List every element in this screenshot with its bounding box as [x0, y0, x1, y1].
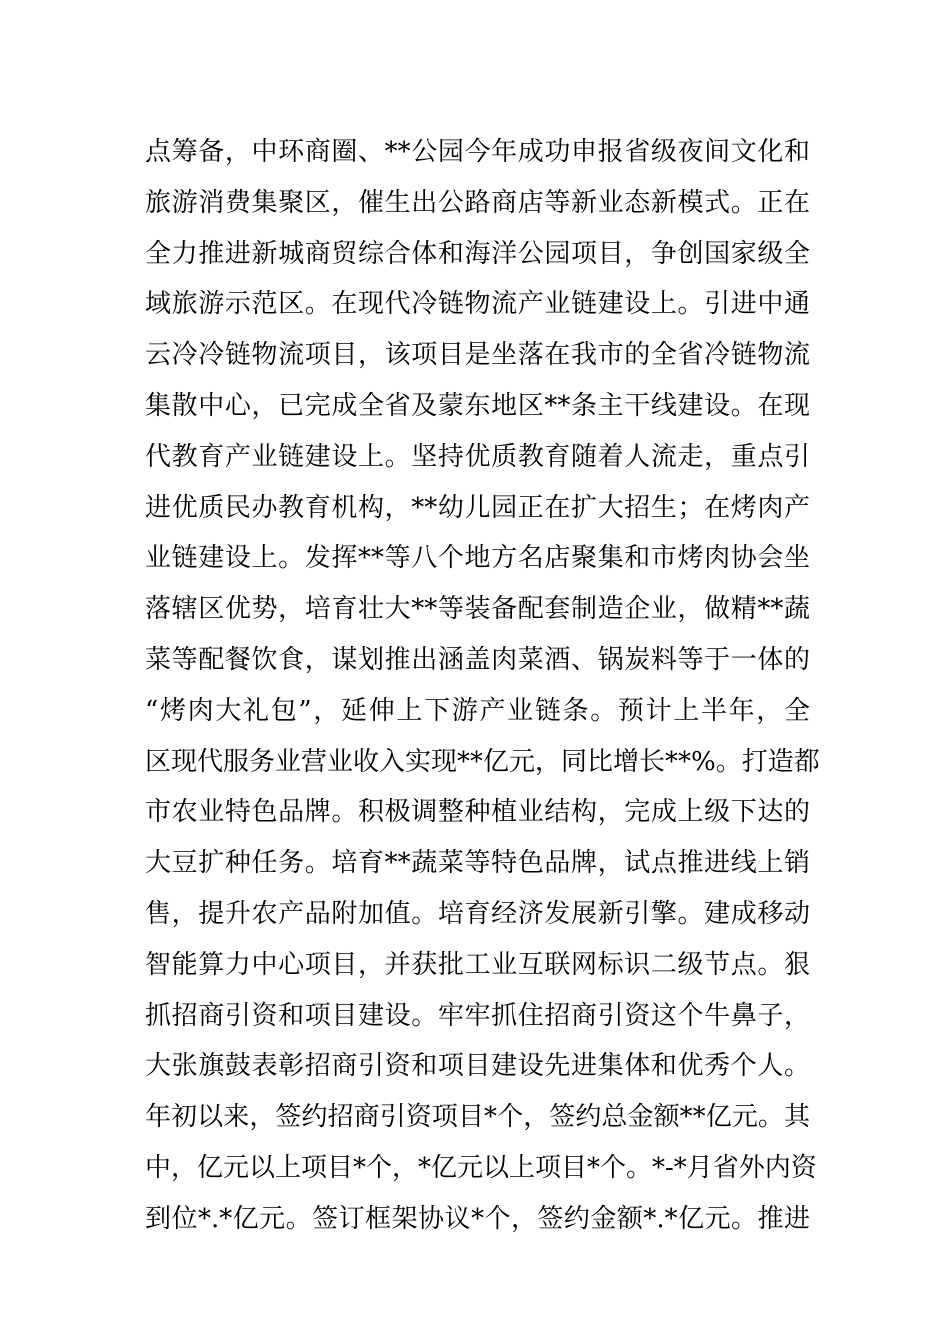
text-line: 点筹备，中环商圈、**公园今年成功申报省级夜间文化和 [145, 137, 810, 167]
text-line: 旅游消费集聚区，催生出公路商店等新业态新模式。正在 [145, 187, 810, 218]
text-line: 智能算力中心项目，并获批工业互联网标识二级节点。狠 [145, 949, 810, 980]
text-line: “烤肉大礼包”，延伸上下游产业链条。预计上半年，全 [145, 695, 810, 726]
text-line: 抓招商引资和项目建设。牢牢抓住招商引资这个牛鼻子， [145, 1000, 810, 1031]
text-line: 大豆扩种任务。培育**蔬菜等特色品牌，试点推进线上销 [145, 848, 810, 879]
text-line: 售，提升农产品附加值。培育经济发展新引擎。建成移动 [145, 898, 810, 929]
text-line: 云冷冷链物流项目，该项目是坐落在我市的全省冷链物流 [145, 340, 810, 371]
text-line: 区现代服务业营业收入实现**亿元，同比增长**%。打造都 [145, 746, 820, 777]
text-line: 市农业特色品牌。积极调整种植业结构，完成上级下达的 [145, 797, 810, 828]
text-line: 大张旗鼓表彰招商引资和项目建设先进集体和优秀个人。 [145, 1051, 810, 1082]
text-line: 进优质民办教育机构，**幼儿园正在扩大招生；在烤肉产 [145, 492, 810, 523]
text-line: 业链建设上。发挥**等八个地方名店聚集和市烤肉协会坐 [145, 543, 810, 574]
text-line: 到位*.*亿元。签订框架协议*个，签约金额*.*亿元。推进 [145, 1203, 810, 1234]
text-line: 代教育产业链建设上。坚持优质教育随着人流走，重点引 [145, 441, 810, 472]
text-line: 域旅游示范区。在现代冷链物流产业链建设上。引进中通 [145, 289, 810, 320]
text-line: 全力推进新城商贸综合体和海洋公园项目，争创国家级全 [145, 238, 810, 269]
text-line: 落辖区优势，培育壮大**等装备配套制造企业，做精**蔬 [145, 594, 810, 625]
body-paragraph [145, 127, 820, 1245]
text-line: 集散中心，已完成全省及蒙东地区**条主干线建设。在现 [145, 390, 810, 421]
text-line: 年初以来，签约招商引资项目*个，签约总金额**亿元。其 [145, 1102, 810, 1133]
text-line: 菜等配餐饮食，谋划推出涵盖肉菜酒、锅炭料等于一体的 [145, 644, 810, 675]
text-line: 中，亿元以上项目*个，*亿元以上项目*个。*-*月省外内资 [145, 1152, 817, 1183]
